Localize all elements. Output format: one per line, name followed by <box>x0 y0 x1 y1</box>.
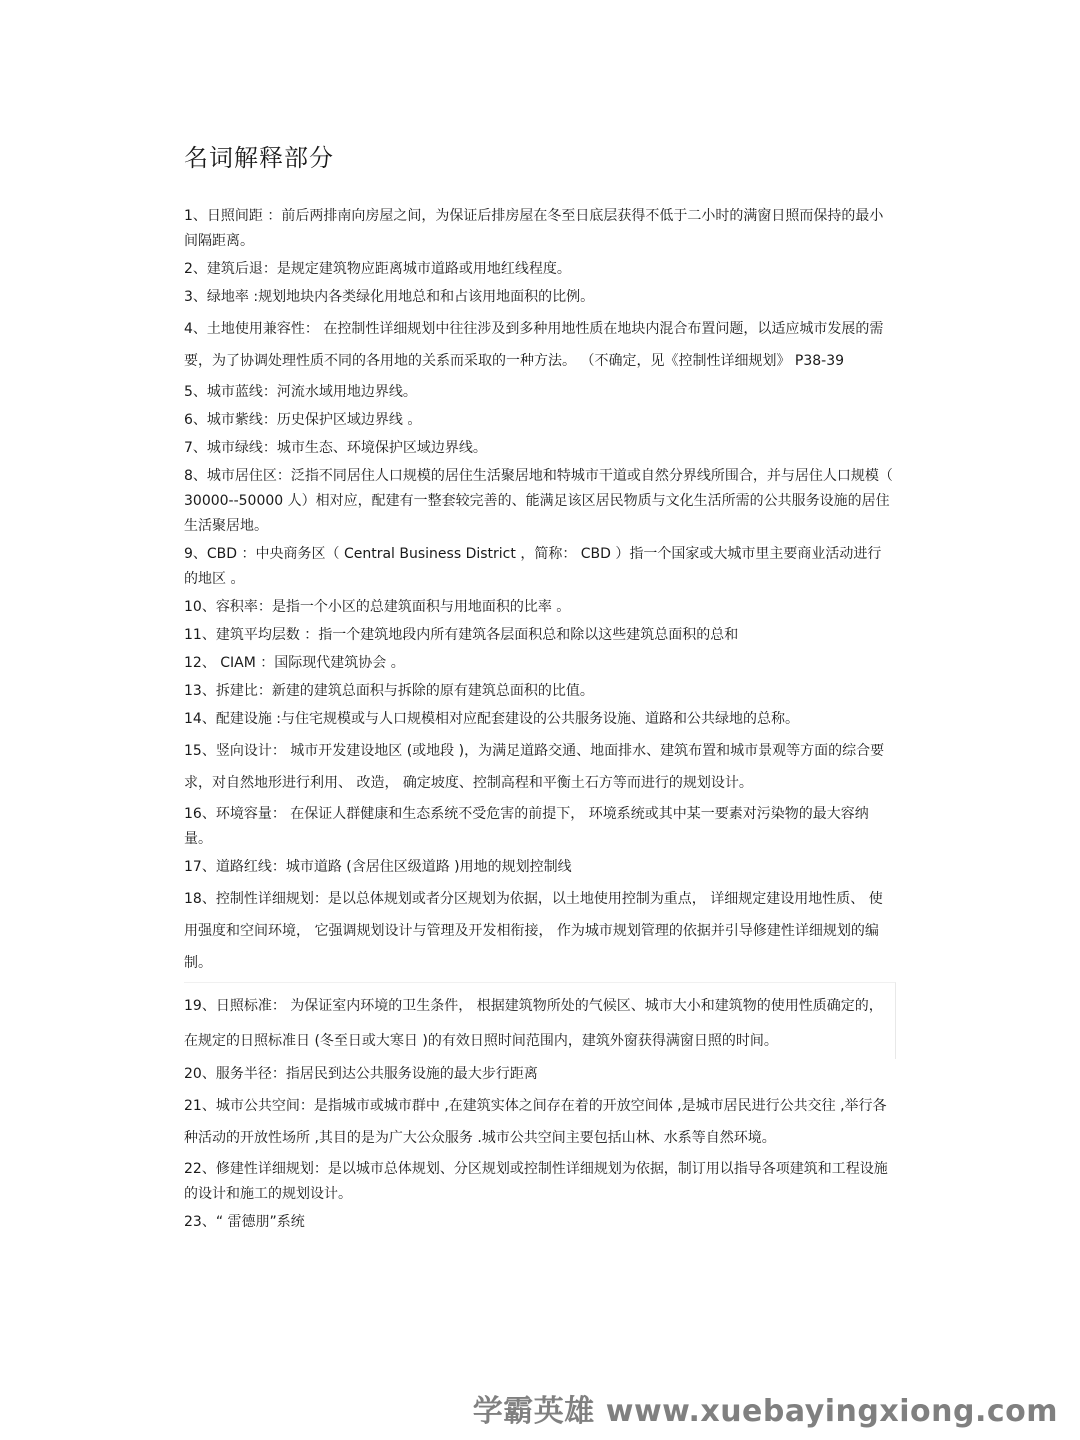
list-item: 11、建筑平均层数 ：指一个建筑地段内所有建筑各层面积总和除以这些建筑总面积的总和 <box>184 627 739 643</box>
list-item: 6、城市紫线：历史保护区域边界线 。 <box>184 412 422 428</box>
list-item: 16、环境容量： 在保证人群健康和生态系统不受危害的前提下， 环境系统或其中某一要素对污染物的最大容纳量。 <box>184 806 869 847</box>
list-item: 10、容积率：是指一个小区的总建筑面积与用地面积的比率 。 <box>184 599 571 615</box>
list-item: 18、控制性详细规划：是以总体规划或者分区规划为依据，以土地使用控制为重点， 详细规定建设用地性质、 使用强度和空间环境， 它强调规划设计与管理及开发相衔接， 作为城市规划管理的依据并引导修建性详细规划的编制。 <box>184 891 883 971</box>
list-item: 7、城市绿线：城市生态、环境保护区域边界线。 <box>184 440 487 456</box>
watermark: 学霸英雄 www.xuebayingxiong.com <box>472 1394 1058 1429</box>
list-item: 23、“ 雷德朋”系统 <box>184 1214 305 1230</box>
list-item: 17、道路红线：城市道路 (含居住区级道路 )用地的规划控制线 <box>184 859 572 875</box>
list-item: 13、拆建比：新建的建筑总面积与拆除的原有建筑总面积的比值。 <box>184 683 594 699</box>
list-item: 2、建筑后退：是规定建筑物应距离城市道路或用地红线程度。 <box>184 261 571 277</box>
list-item: 20、服务半径：指居民到达公共服务设施的最大步行距离 <box>184 1066 538 1082</box>
list-item: 19、日照标准： 为保证室内环境的卫生条件， 根据建筑物所处的气候区、城市大小和建筑物的使用性质确定的，在规定的日照标准日 (冬至日或大寒日 )的有效日照时间范围内，建筑外窗获得满窗日照的时间。 <box>184 982 896 1059</box>
definition-list <box>184 204 894 1238</box>
list-item: 22、修建性详细规划：是以城市总体规划、分区规划或控制性详细规划为依据，制订用以指导各项建筑和工程设施的设计和施工的规划设计。 <box>184 1161 888 1202</box>
list-item: 1、日照间距 ：前后两排南向房屋之间，为保证后排房屋在冬至日底层获得不低于二小时的满窗日照而保持的最小间隔距离。 <box>184 208 884 249</box>
list-item: 14、配建设施 :与住宅规模或与人口规模相对应配套建设的公共服务设施、道路和公共绿地的总称。 <box>184 711 799 727</box>
list-item: 5、城市蓝线：河流水域用地边界线。 <box>184 384 417 400</box>
page-title: 名词解释部分 <box>184 144 334 172</box>
list-item: 4、土地使用兼容性： 在控制性详细规划中往往涉及到多种用地性质在地块内混合布置问题，以适应城市发展的需要，为了协调处理性质不同的各用地的关系而采取的一种方法。 （不确定，见《控制性详细规划》 P38-39 <box>184 321 884 369</box>
list-item: 8、城市居住区：泛指不同居住人口规模的居住生活聚居地和特城市干道或自然分界线所围合，并与居住人口规模（ 30000--50000 人）相对应，配建有一整套较完善的、能满足该区居民物质与文化生活所需的公共服务设施的居住生活聚居地。 <box>184 468 893 534</box>
list-item: 9、CBD ：中央商务区（ Central Business District ，简称： CBD ）指一个国家或大城市里主要商业活动进行的地区 。 <box>184 546 882 587</box>
list-item: 15、竖向设计： 城市开发建设地区 (或地段 )，为满足道路交通、地面排水、建筑布置和城市景观等方面的综合要求，对自然地形进行利用、 改造， 确定坡度、控制高程和平衡土石方等而进行的规划设计。 <box>184 743 885 791</box>
list-item: 3、绿地率 :规划地块内各类绿化用地总和和占该用地面积的比例。 <box>184 289 595 305</box>
list-item: 12、 CIAM ：国际现代建筑协会 。 <box>184 655 405 671</box>
list-item: 21、城市公共空间：是指城市或城市群中 ,在建筑实体之间存在着的开放空间体 ,是城市居民进行公共交往 ,举行各种活动的开放性场所 ,其目的是为广大公众服务 .城市公共空间主要包括山林、水系等自然环境。 <box>184 1098 887 1146</box>
